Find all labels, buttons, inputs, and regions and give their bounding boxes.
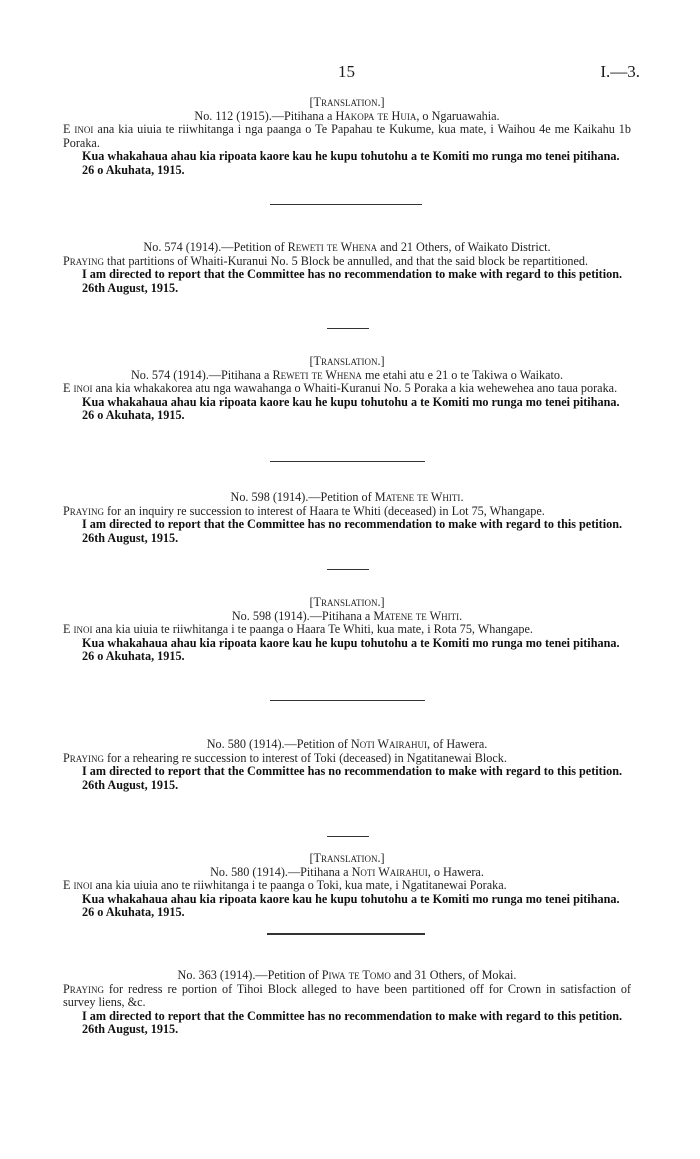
- petition-section: [63, 852, 631, 920]
- committee-response: I am directed to report that the Committee has no recommendation to make with regard to this petition.: [82, 764, 623, 779]
- committee-response: I am directed to report that the Committee has no recommendation to make with regard to this petition.: [82, 517, 623, 532]
- petition-body: Praying for an inquiry re succession to interest of Haara te Whiti (deceased) in Lot 75, Whangape.: [63, 503, 545, 518]
- petition-date: 26th August, 1915.: [82, 530, 179, 545]
- committee-response: Kua whakahaua ahau kia ripoata kaore kau he kupu tohutohu a te Komiti mo runga mo tenei pitihana.: [82, 891, 620, 906]
- petition-date: 26th August, 1915.: [82, 280, 179, 295]
- committee-response: Kua whakahaua ahau kia ripoata kaore kau he kupu tohutohu a te Komiti mo runga mo tenei pitihana.: [82, 394, 620, 409]
- translation-label: [Translation.]: [309, 354, 385, 368]
- section-divider: [270, 204, 422, 205]
- section-divider: [327, 569, 369, 570]
- petition-title: No. 112 (1915).—Pitihana a Hakopa te Huia, o Ngaruawahia.: [194, 108, 500, 123]
- petition-body: Praying that partitions of Whaiti-Kuranui No. 5 Block be annulled, and that the said block be repartitioned.: [63, 253, 589, 268]
- translation-label: [Translation.]: [309, 595, 385, 609]
- petition-body: E inoi ana kia uiuia te riiwhitanga i te paanga o Haara Te Whiti, kua mate, i Rota 75, Whangape.: [63, 622, 533, 637]
- petition-section: [63, 596, 631, 664]
- petition-body: E inoi ana kia whakakorea atu nga wawahanga o Whaiti-Kuranui No. 5 Poraka a kia wehewehea ano taua poraka.: [63, 381, 618, 396]
- petition-date: 26 o Akuhata, 1915.: [82, 649, 185, 664]
- committee-response: Kua whakahaua ahau kia ripoata kaore kau he kupu tohutohu a te Komiti mo runga mo tenei pitihana.: [82, 149, 620, 164]
- page-number: 15: [338, 62, 355, 81]
- petition-body: Praying for a rehearing re succession to interest of Toki (deceased) in Ngatitanewai Block.: [63, 750, 507, 765]
- petition-section: [63, 491, 631, 545]
- petition-title: No. 598 (1914).—Petition of Matene te Whiti.: [230, 490, 464, 504]
- petition-date: 26th August, 1915.: [82, 777, 179, 792]
- translation-label: [Translation.]: [309, 95, 385, 109]
- petition-date: 26th August, 1915.: [82, 1022, 179, 1037]
- petition-date: 26 o Akuhata, 1915.: [82, 408, 185, 423]
- petition-body: E inoi ana kia uiuia ano te riiwhitanga i te paanga o Toki, kua mate, i Ngatitanewai Poraka.: [63, 878, 507, 893]
- petition-body: E inoi ana kia uiuia te riiwhitanga i nga paanga o Te Papahau te Kukume, kua mate, i Waihou 4e me Kaikahu 1b Poraka.: [63, 122, 631, 150]
- section-divider: [327, 836, 369, 837]
- petition-title: No. 580 (1914).—Petition of Noti Wairahui, of Hawera.: [206, 737, 488, 751]
- section-divider: [270, 461, 425, 462]
- petition-section: [63, 96, 631, 178]
- document-reference: I.—3.: [600, 62, 640, 81]
- petition-title: No. 598 (1914).—Pitihana a Matene te Whiti.: [231, 608, 463, 623]
- petition-section: [63, 738, 631, 792]
- petition-section: [63, 355, 631, 423]
- section-divider: [270, 700, 425, 701]
- translation-label: [Translation.]: [309, 851, 385, 865]
- petition-body: Praying for redress re portion of Tihoi Block alleged to have been partitioned off for Crown in satisfaction of survey liens, &c.: [63, 981, 631, 1010]
- petition-section: [63, 241, 631, 295]
- petition-title: No. 574 (1914).—Pitihana a Reweti te Whena me etahi atu e 21 o te Takiwa o Waikato.: [130, 367, 564, 382]
- section-divider: [267, 933, 425, 935]
- committee-response: I am directed to report that the Committee has no recommendation to make with regard to this petition.: [82, 267, 623, 282]
- petition-title: No. 580 (1914).—Pitihana a Noti Wairahui, o Hawera.: [210, 864, 484, 879]
- petition-title: No. 574 (1914).—Petition of Reweti te Whena and 21 Others, of Waikato District.: [143, 240, 551, 254]
- committee-response: Kua whakahaua ahau kia ripoata kaore kau he kupu tohutohu a te Komiti mo runga mo tenei pitihana.: [82, 635, 620, 650]
- petition-title: No. 363 (1914).—Petition of Piwa te Tomo and 31 Others, of Mokai.: [177, 968, 517, 982]
- section-divider: [327, 328, 369, 329]
- petition-section: [63, 969, 631, 1037]
- committee-response: I am directed to report that the Committee has no recommendation to make with regard to this petition.: [82, 1008, 623, 1023]
- petition-date: 26 o Akuhata, 1915.: [82, 162, 185, 177]
- petition-date: 26 o Akuhata, 1915.: [82, 905, 185, 920]
